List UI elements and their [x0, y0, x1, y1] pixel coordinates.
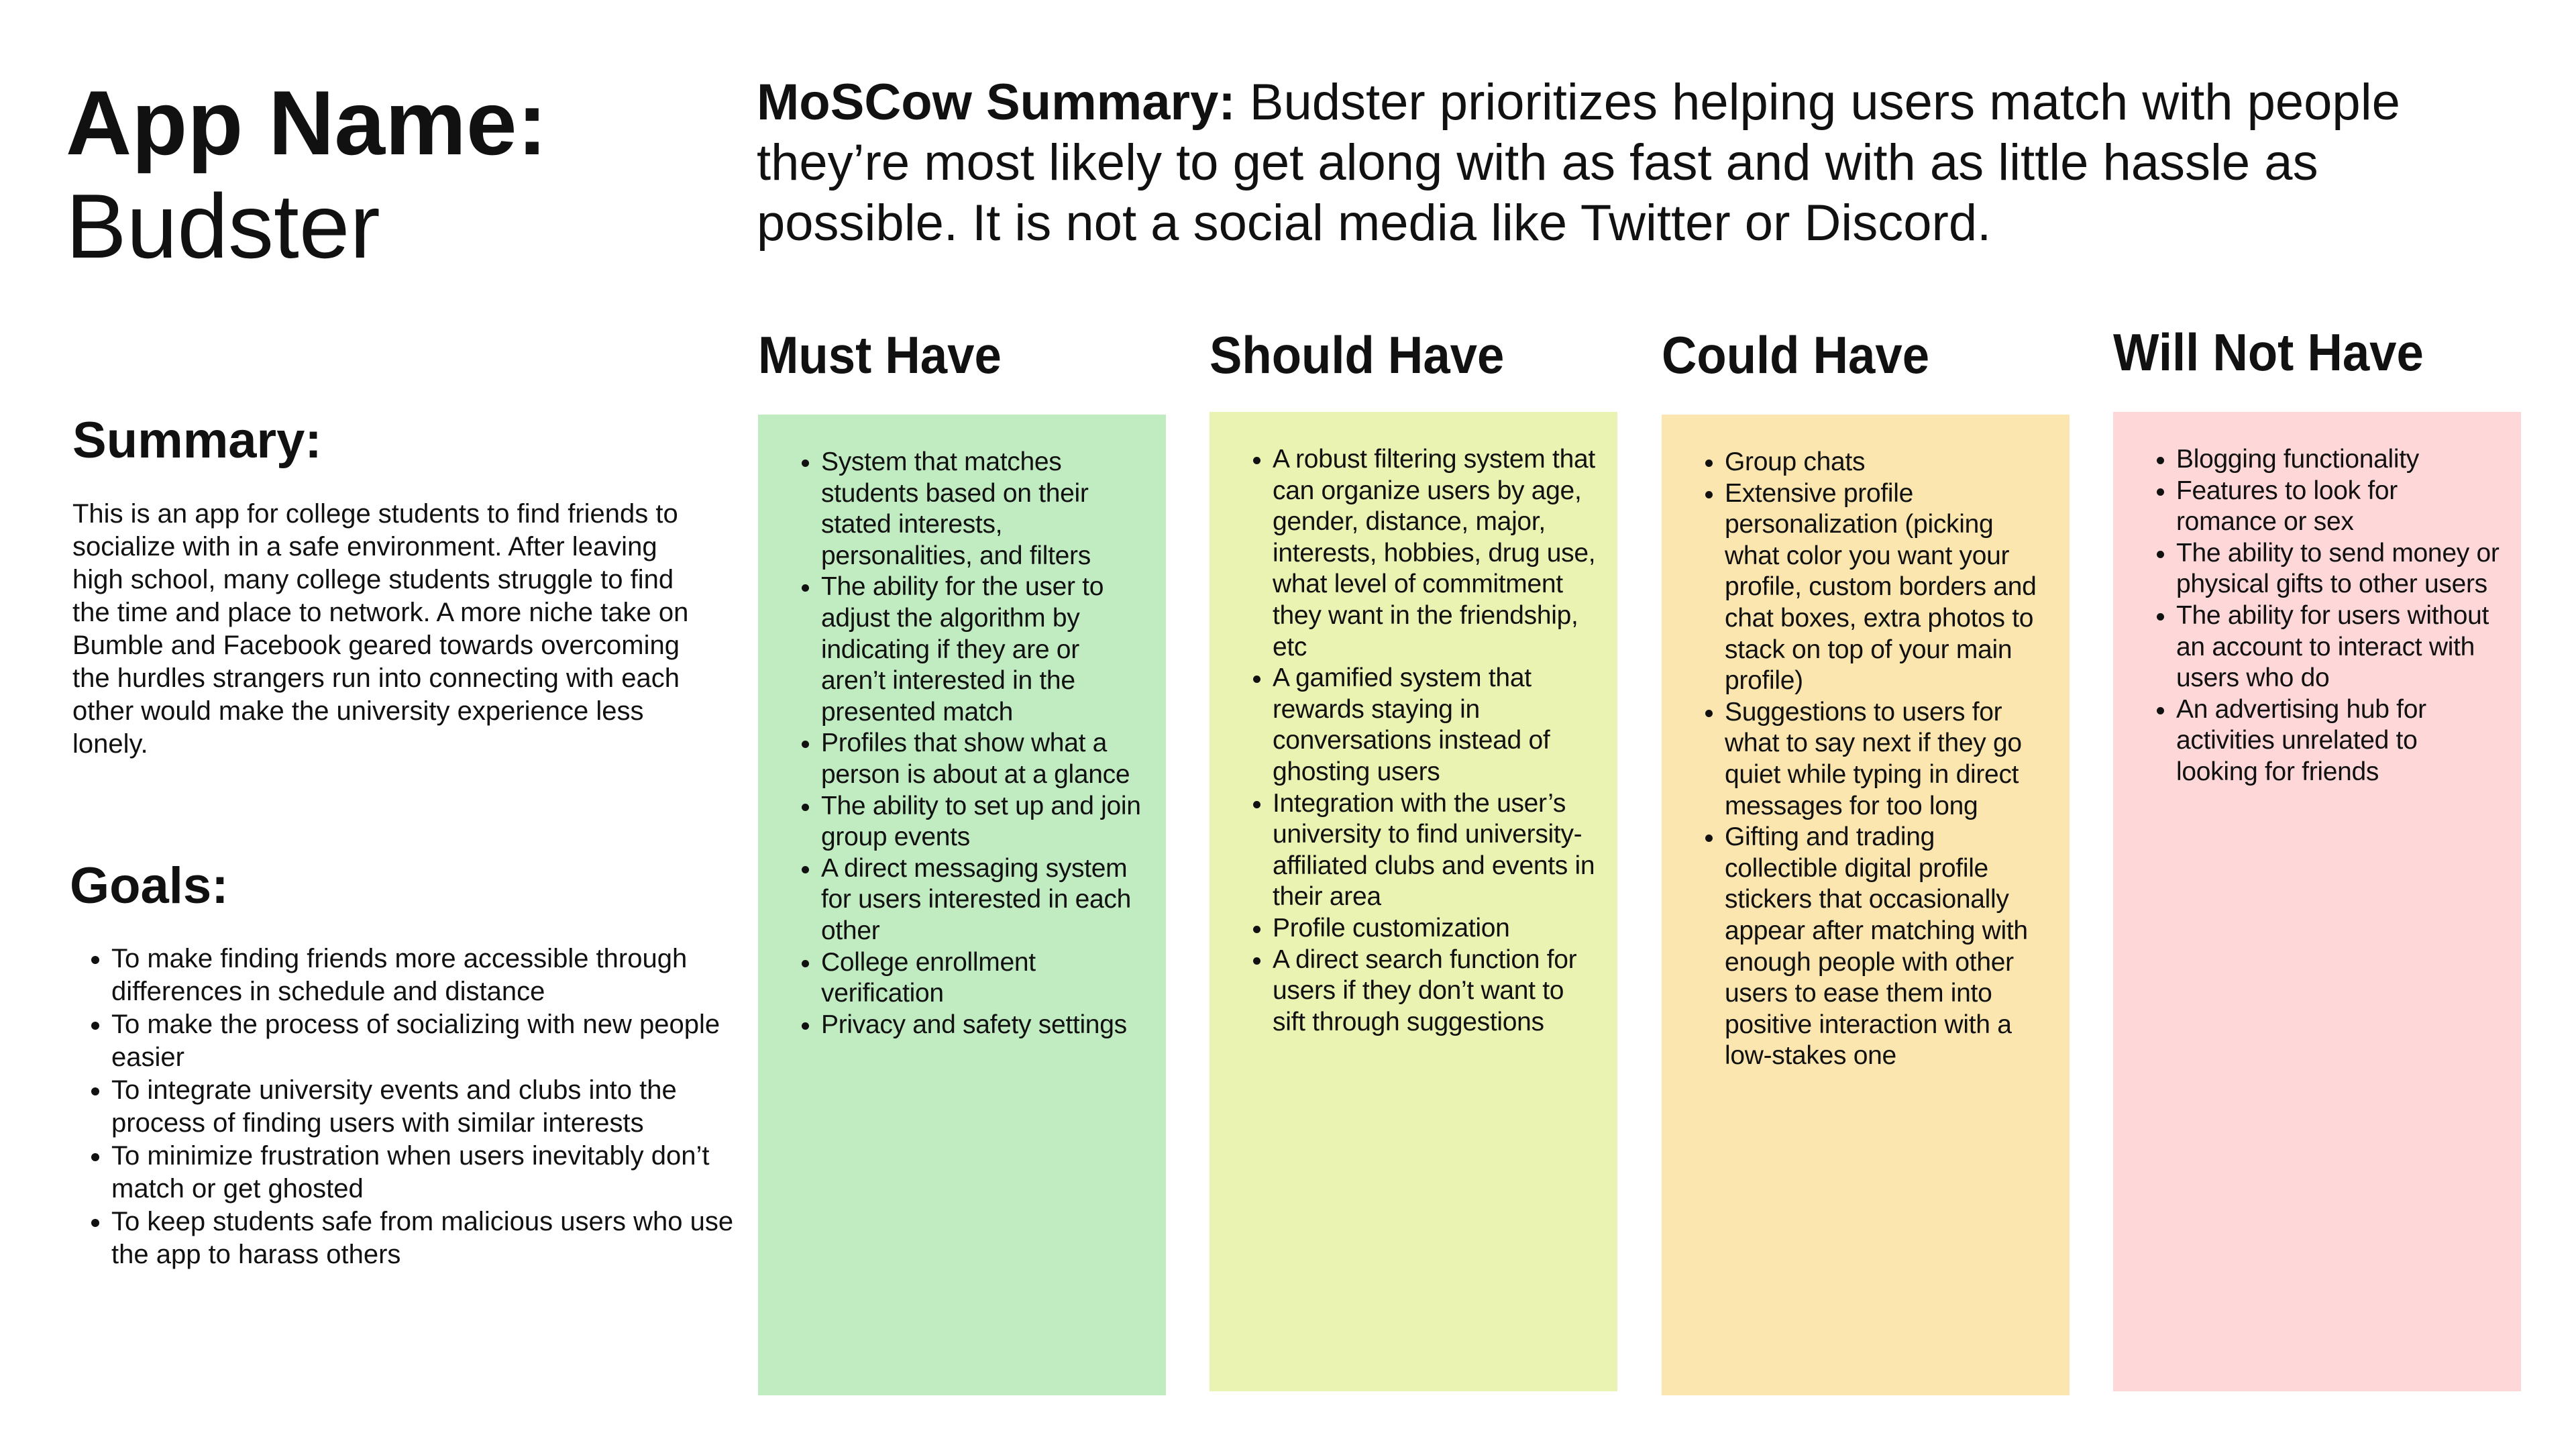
could-have-item: • Gifting and trading collectible digital profile stickers that occasionally appear after matching with enough people with other users to ease them into positive interaction with a low-stakes one: [1725, 822, 2049, 1072]
goal-item: • To keep students safe from malicious users who use the app to harass others: [111, 1205, 735, 1271]
will-not-have-panel: [2113, 412, 2521, 1391]
moscow-summary-text: Budster prioritizes helping users match with people they’re most likely to get along with as fast and with as little hassle as possible. It is not a social media like Twitter or Discord.: [757, 74, 2400, 252]
should-have-panel: [1210, 412, 1617, 1391]
must-have-item: • The ability for the user to adjust the algorithm by indicating if they are or aren’t interested in the presented match: [821, 572, 1146, 728]
must-have-item: • College enrollment verification: [821, 947, 1146, 1010]
will-not-have-item: • An advertising hub for activities unrelated to looking for friends: [2176, 694, 2501, 788]
should-have-item: • A robust filtering system that can organize users by age, gender, distance, major, interests, hobbies, drug use, what level of commitment they want in the friendship, etc: [1273, 444, 1597, 663]
should-have-heading: Should Have: [1210, 325, 1505, 384]
must-have-item: • A direct messaging system for users interested in each other: [821, 853, 1146, 947]
could-have-list: [1682, 447, 2049, 1072]
could-have-item: • Extensive profile personalization (picking what color you want your profile, custom borders and chat boxes, extra photos to stack on top of your main profile): [1725, 478, 2049, 697]
could-have-item: • Suggestions to users for what to say next if they go quiet while typing in direct messages for too long: [1725, 697, 2049, 822]
will-not-have-item: • The ability for users without an account to interact with users who do: [2176, 600, 2501, 694]
will-not-have-list: [2133, 444, 2501, 788]
will-not-have-item: • The ability to send money or physical gifts to other users: [2176, 538, 2501, 600]
must-have-item: • Privacy and safety settings: [821, 1010, 1146, 1041]
should-have-item: • A direct search function for users if they don’t want to sift through suggestions: [1273, 945, 1597, 1038]
must-have-item: • The ability to set up and join group events: [821, 791, 1146, 853]
goal-item: • To make finding friends more accessible through differences in schedule and distance: [111, 943, 735, 1008]
must-have-item: • System that matches students based on their stated interests, personalities, and filters: [821, 447, 1146, 572]
moscow-summary-label: MoSCow Summary:: [757, 74, 1236, 131]
goals-list: [72, 943, 735, 1271]
should-have-item: • Profile customization: [1273, 913, 1597, 945]
should-have-item: • Integration with the user’s university to find university-affiliated clubs and events in their area: [1273, 788, 1597, 913]
could-have-heading: Could Have: [1662, 325, 1930, 384]
could-have-panel: [1662, 415, 2070, 1395]
moscow-summary: [757, 72, 2501, 254]
should-have-item: • A gamified system that rewards staying in conversations instead of ghosting users: [1273, 663, 1597, 788]
must-have-heading: Must Have: [758, 325, 1002, 384]
will-not-have-item: • Features to look for romance or sex: [2176, 476, 2501, 538]
app-name-label: App Name:: [66, 72, 547, 174]
summary-body: This is an app for college students to find friends to socialize with in a safe environment. After leaving high school, many college students struggle to find the time and place to network. A more niche take on Bumble and Facebook geared towards overcoming the hurdles strangers run into connecting with each other would make the university experience less lonely.: [72, 499, 689, 759]
goals-heading: Goals:: [70, 857, 229, 914]
will-not-have-item: • Blogging functionality: [2176, 444, 2501, 476]
goal-item: • To minimize frustration when users inevitably don’t match or get ghosted: [111, 1140, 735, 1205]
will-not-have-heading: Will Not Have: [2113, 323, 2424, 382]
should-have-list: [1230, 444, 1597, 1038]
must-have-list: [778, 447, 1146, 1040]
summary-heading: Summary:: [72, 412, 322, 469]
must-have-item: • Profiles that show what a person is about at a glance: [821, 728, 1146, 790]
goal-item: • To integrate university events and clubs into the process of finding users with similar interests: [111, 1074, 735, 1140]
app-name-value: Budster: [66, 175, 380, 277]
goal-item: • To make the process of socializing with new people easier: [111, 1008, 735, 1074]
must-have-panel: [758, 415, 1166, 1395]
could-have-item: • Group chats: [1725, 447, 2049, 478]
